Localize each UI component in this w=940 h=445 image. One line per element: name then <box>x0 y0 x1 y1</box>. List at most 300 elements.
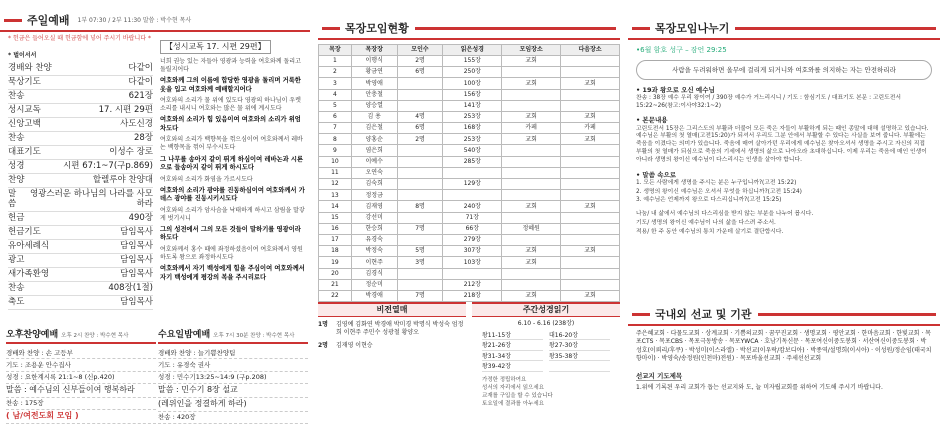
table-cell <box>502 179 561 190</box>
table-header-cell: 모임장소 <box>502 44 561 55</box>
groups-panel <box>318 0 620 445</box>
groups-table <box>318 44 620 302</box>
prayer-title: 선교지 기도제목 <box>636 372 683 381</box>
table-cell: 4명 <box>397 111 443 122</box>
order-item-leader: 영광스러운 하나님의 나라를 사모하라 <box>29 188 153 210</box>
order-row <box>8 146 153 160</box>
table-cell: 6명 <box>397 123 443 134</box>
wednesday-item: (레위인을 정결하게 하라) <box>158 398 308 412</box>
order-item-label: 유아세례식 <box>8 241 50 252</box>
table-cell: 정순미 <box>351 279 397 290</box>
table-cell: 정정금 <box>351 190 397 201</box>
order-item-leader: 사도신경 <box>120 118 153 129</box>
table-cell <box>443 167 502 178</box>
table-cell <box>502 279 561 290</box>
responsive-line: 여호와의 소리가 화염을 가르시도다 <box>160 175 253 183</box>
worship-subtitle: 1부 07:30 / 2부 11:30 말씀 : 박수현 목사 <box>77 17 192 25</box>
table-cell: 김경식 <box>351 268 397 279</box>
table-cell: 253장 <box>443 111 502 122</box>
table-cell: 6명 <box>397 67 443 78</box>
order-item-leader: 담임목사 <box>120 241 153 252</box>
table-row <box>319 268 620 279</box>
table-cell: 10 <box>319 156 352 167</box>
table-cell <box>561 167 620 178</box>
order-item-leader: 담임목사 <box>120 227 153 238</box>
table-cell <box>502 156 561 167</box>
table-cell <box>502 167 561 178</box>
table-cell: 교회 <box>502 134 561 145</box>
responsive-line: 여호와의 소리가 백향목을 꺾으심이여 여호와께서 레바논 백향목을 꺾어 부수시도다 <box>160 136 303 152</box>
table-cell: 2 <box>319 67 352 78</box>
table-row <box>319 134 620 145</box>
groups-header <box>318 22 620 40</box>
table-cell: 253장 <box>443 134 502 145</box>
vision-count: 1명 <box>318 321 328 328</box>
month-verse-label: •6월 함호 성구 – 잠언 29:25 <box>636 45 727 54</box>
table-cell: 20 <box>319 268 352 279</box>
vision-row <box>318 342 466 350</box>
sharing-title: 목장모임나누기 <box>655 22 730 35</box>
wednesday-item: 찬송 : 420장 <box>158 412 308 424</box>
order-item-leader: 490장 <box>128 213 153 224</box>
order-item-leader: 다같이 <box>128 62 153 73</box>
reading-note: 성서의 자리에서 읽으세요 <box>482 384 544 391</box>
order-item-leader: 이성수 장로 <box>109 146 153 157</box>
reading-day: 왕27-30장 <box>549 342 610 351</box>
table-cell <box>561 55 620 66</box>
table-row <box>319 111 620 122</box>
table-cell: 212장 <box>443 279 502 290</box>
table-cell: 168장 <box>443 123 502 134</box>
table-cell: 2명 <box>397 134 443 145</box>
table-cell <box>397 156 443 167</box>
table-cell <box>561 179 620 190</box>
afternoon-special: ( 남/여전도회 모임 ) <box>6 410 156 424</box>
table-cell: 15 <box>319 212 352 223</box>
table-cell <box>502 89 561 100</box>
order-item-leader: 담임목사 <box>120 297 153 308</box>
table-cell: 307장 <box>443 246 502 257</box>
table-cell: 박정숙 <box>351 246 397 257</box>
table-row <box>319 179 620 190</box>
afternoon-service <box>6 330 156 424</box>
table-cell: 3 <box>319 78 352 89</box>
reading-day: 왕35-38장 <box>549 353 610 362</box>
order-item-label: 묵상기도 <box>8 76 41 87</box>
table-cell: 박영애 <box>351 78 397 89</box>
table-cell: 교회 <box>502 201 561 212</box>
table-row <box>319 257 620 268</box>
table-cell: 한승희 <box>351 223 397 234</box>
vision-title: 비전열매 <box>318 302 466 317</box>
afternoon-item: 경배와 찬양 : 손 고등부 <box>6 347 156 359</box>
responsive-line: 여호와께서 자기 백성에게 힘을 주심이여 여호와께서 자기 백성에게 평강의 복을 주시리로다 <box>160 265 305 281</box>
table-cell <box>502 145 561 156</box>
order-row <box>8 62 153 76</box>
table-cell: 김은철 <box>351 123 397 134</box>
wednesday-title: 수요일밤예배 오후 7시 30분 찬양 : 박수현 목사 <box>158 330 308 344</box>
table-cell: 155장 <box>443 55 502 66</box>
apply-item: 기도/ 생명의 왕이신 예수님이 나의 삶을 다스려 주소서. <box>636 219 776 226</box>
table-cell: 7명 <box>397 290 443 301</box>
table-row <box>319 89 620 100</box>
table-row <box>319 55 620 66</box>
table-cell <box>397 279 443 290</box>
table-cell: 김숙희 <box>351 179 397 190</box>
order-row <box>8 132 153 146</box>
reading-day <box>549 363 610 372</box>
table-row <box>319 190 620 201</box>
table-cell: 141장 <box>443 100 502 111</box>
offering-notice: * 헌금은 들어오실 때 헌금함에 넣어 주시기 바랍니다 * <box>8 34 151 42</box>
order-item-label: 찬송 <box>8 132 25 143</box>
order-row <box>8 296 153 310</box>
responsive-line: 그의 성전에서 그의 모든 것들이 말하기를 영광이라 하도다 <box>160 225 301 242</box>
table-cell: 교회 <box>561 78 620 89</box>
apply-item: 적용/ 한 주 동안 예수님의 통치 가운데 살기로 결단합시다. <box>636 228 784 235</box>
bible-week-box <box>472 302 620 413</box>
order-row <box>8 282 153 296</box>
table-cell: 김재영 <box>351 201 397 212</box>
order-item-label: 신앙고백 <box>8 118 41 129</box>
table-cell: 285장 <box>443 156 502 167</box>
content-text: 고린도전서 15장은 그리스도의 부활과 더불어 모든 죽은 자들이 부활하게 되는 때인 종말에 대해 설명하고 있습니다. 예수님은 부활의 첫 열매(고전15:20)가 되셔서 우리도 그분 안에서 부활할 수 있다는 사실을 보여 줍니다. 부활에는 죽음을 이겼다는 의미가 있습니다. 죽음에 매여 살아가던 우리에게 예수님은 찾아오셔서 생명을 주시고 자신의 직접 부활의 첫 열매가 되심으로 죽음의 기세에서 생명의 삶으로 나아오라 초대하십니다. 이제 우리는 죽음에 매인 인생이 아니라 생명의 왕이신 예수님이 다스리시는 인생을 살아야 합니다. <box>636 125 929 163</box>
table-cell: 7명 <box>397 223 443 234</box>
wednesday-item: 성경 : 민수기13:25~14:9 (구p.208) <box>158 372 308 384</box>
vision-count: 2명 <box>318 341 328 349</box>
table-cell <box>397 179 443 190</box>
reading-day: 대16-20장 <box>549 332 610 341</box>
table-cell: 66장 <box>443 223 502 234</box>
table-cell: 8 <box>319 134 352 145</box>
order-item-label: 경배와 찬양 <box>8 62 52 73</box>
reading-note: 교재를 구입을 할 수 있습니다 <box>482 393 553 399</box>
table-row <box>319 167 620 178</box>
order-item-leader: 담임목사 <box>120 255 153 266</box>
table-cell <box>561 67 620 78</box>
month-verse-text: 사람을 두려워하면 올무에 걸리게 되거니와 여호와를 의지하는 자는 안전하리라 <box>636 60 932 80</box>
responsive-line: 여호와의 소리가 암사슴을 낙태하게 하시고 삼림을 말갛게 벗기시니 <box>160 206 305 222</box>
order-row <box>8 118 153 132</box>
order-item-label: 찬송 <box>8 90 25 101</box>
bible-week-title: 주간성경읽기 <box>472 302 620 317</box>
table-row <box>319 67 620 78</box>
table-row <box>319 156 620 167</box>
table-cell <box>561 223 620 234</box>
table-cell: 안충철 <box>351 89 397 100</box>
table-header-cell: 목장장 <box>351 44 397 55</box>
table-cell: 16 <box>319 223 352 234</box>
table-cell <box>397 167 443 178</box>
question-item: 2. 생명의 왕이신 예수님은 오셔서 무엇을 하십니까?(고전 15:24) <box>636 188 802 195</box>
worship-order <box>8 52 153 310</box>
table-row <box>319 201 620 212</box>
order-item-leader: 17. 시편 29편 <box>98 104 153 115</box>
table-cell: 카페 <box>502 123 561 134</box>
reading-day: 왕11-15장 <box>482 332 543 341</box>
table-row <box>319 223 620 234</box>
table-cell: 김 용 <box>351 111 397 122</box>
table-cell <box>397 89 443 100</box>
order-row <box>8 268 153 282</box>
table-cell <box>561 234 620 245</box>
responsive-line: 여호와께서 홍수 때에 좌정하셨음이여 여호와께서 영원하도록 왕으로 좌정하시도다 <box>160 245 303 261</box>
vision-names: 김영예 김화연 박경애 박미경 박명식 박성숙 엄정희 이현주 주민수 성광철 황양오 <box>336 321 464 337</box>
table-cell: 교회 <box>561 246 620 257</box>
table-cell <box>397 78 443 89</box>
table-cell: 양승열 <box>351 100 397 111</box>
table-cell <box>443 190 502 201</box>
reading-note: 가정한 정립하여요 <box>482 376 527 383</box>
order-item-label: 대표기도 <box>8 146 41 157</box>
table-cell: 교회 <box>502 257 561 268</box>
afternoon-item: 말씀 : 예수님의 신부들이여 행복하라 <box>6 384 156 398</box>
table-cell: 오연숙 <box>351 167 397 178</box>
table-cell: 18 <box>319 246 352 257</box>
table-cell <box>443 268 502 279</box>
wednesday-service <box>158 330 308 424</box>
table-cell: 11 <box>319 167 352 178</box>
table-cell: 22 <box>319 290 352 301</box>
reading-note: 토요일에 결과를 아누세요 <box>482 401 544 408</box>
table-row <box>319 212 620 223</box>
table-cell: 240장 <box>443 201 502 212</box>
order-row <box>8 90 153 104</box>
order-item-leader: 408장(1절) <box>108 283 153 294</box>
table-row <box>319 145 620 156</box>
table-cell: 156장 <box>443 89 502 100</box>
table-header-cell: 다음장소 <box>561 44 620 55</box>
table-cell <box>502 100 561 111</box>
order-item-label: 새가족환영 <box>8 269 50 280</box>
table-cell: 강선미 <box>351 212 397 223</box>
table-cell: 이현주 <box>351 257 397 268</box>
table-cell: 21 <box>319 279 352 290</box>
order-item-leader: 시편 67:1~7(구p.869) <box>63 160 153 171</box>
question-item: 1. 모든 사람에게 생명을 주시는 분은 누구입니까?(고전 15:22) <box>636 179 797 186</box>
table-cell: 3명 <box>397 257 443 268</box>
bible-week-range: 6.10 - 6.16 (238장) <box>517 320 575 327</box>
table-row <box>319 234 620 245</box>
missions-header <box>628 308 940 326</box>
table-row <box>319 246 620 257</box>
responsive-line: 너희 권능 있는 자들아 영광과 능력을 여호와께 돌리고 돌릴지어다 <box>160 58 301 74</box>
table-cell: 540장 <box>443 145 502 156</box>
table-cell: 4 <box>319 89 352 100</box>
order-item-label: 성경 <box>8 160 25 171</box>
table-cell <box>502 190 561 201</box>
table-cell: 8명 <box>397 201 443 212</box>
order-row <box>8 76 153 90</box>
prayer-text: 1.위에 기록된 우리 교회가 돕는 선교지와 도, 늘 미자립교회를 위하여 기도해 주시기 바랍니다. <box>636 384 883 392</box>
table-cell: 100장 <box>443 78 502 89</box>
responsive-title: 【성시교독 17. 시편 29편】 <box>160 40 271 54</box>
lesson-title: • 19과 왕으로 오신 예수님 <box>636 85 715 94</box>
table-cell <box>397 190 443 201</box>
table-cell <box>397 234 443 245</box>
order-item-label: 광고 <box>8 255 25 266</box>
questions-title: • 말씀 속으로 <box>636 170 677 179</box>
responsive-line: 여호와께 그의 이름에 합당한 영광을 돌리며 거룩한 옷을 입고 여호와께 예배할지어다 <box>160 77 301 93</box>
table-cell: 이행식 <box>351 55 397 66</box>
order-row <box>8 240 153 254</box>
table-cell: 12 <box>319 179 352 190</box>
order-item-leader: 담임목사 <box>120 269 153 280</box>
table-cell: 9 <box>319 145 352 156</box>
responsive-line: 여호와의 소리가 광야를 진동하심이여 여호와께서 가데스 광야를 진동시키시도다 <box>160 186 305 203</box>
table-cell <box>502 234 561 245</box>
order-item-leader: 621장 <box>128 90 153 101</box>
table-cell: 13 <box>319 190 352 201</box>
missions-list: 주은혜교회 · 다물도교회 · 상계교회 · 기쁨의교회 · 꿈꾸진교회 · 생명교회 · 평안교회 · 한마음교회 · 한빛교회 · 목포CTS · 목포CBS · 목포극동방송 · 목포YWCA · 호남기독신문 · 목포여신이중도봉회 · 서산여신이중도봉회 · 박성호(이뢰리/후쿠) · 박성미(이스라엘) · 박선교(이우락/캄보디아) · 박종역/설명희(이시아) · 이성원/정순임(태국치항마이) · 박영숙/송정원(인천마)전원) · 목포바울선교회 · 주세선선교회 <box>636 329 932 362</box>
sharing-header <box>628 22 940 40</box>
order-item-label: 성시교독 <box>8 104 41 115</box>
table-cell: 250장 <box>443 67 502 78</box>
table-cell: 카페 <box>561 123 620 134</box>
order-row <box>8 104 153 118</box>
table-cell <box>502 212 561 223</box>
apply-section <box>636 211 932 236</box>
responsive-line: 그 나무를 송아지 같이 뛰게 하심이여 레바논과 시룐으로 들송아지 같이 뛰게 하시도다 <box>160 155 304 172</box>
table-cell: 129장 <box>443 179 502 190</box>
table-cell: 103장 <box>443 257 502 268</box>
table-cell: 7 <box>319 123 352 134</box>
table-cell <box>561 145 620 156</box>
order-item-label: 찬양 <box>8 174 25 185</box>
order-item-leader: 28장 <box>133 132 153 143</box>
order-item-label: 축도 <box>8 297 25 308</box>
table-cell: 2명 <box>397 55 443 66</box>
table-cell: 14 <box>319 201 352 212</box>
afternoon-item: 찬송 : 175장 <box>6 398 156 410</box>
lesson-info: 찬송 : 38장 예수 우리 왕이여 / 390장 예수가 거느리시니 / 기도 : 함심기도 / 대표기도 본문 : 고린도전서 15:22~26(참고:이사야32:1~2) <box>636 94 901 109</box>
table-row <box>319 78 620 89</box>
table-cell: 교회 <box>502 78 561 89</box>
table-cell: 교회 <box>502 246 561 257</box>
table-cell: 19 <box>319 257 352 268</box>
question-item: 3. 예수님은 언제까지 왕으로 다스리십니까?(고전 15:25) <box>636 197 782 204</box>
table-row <box>319 279 620 290</box>
reading-day: 왕21-26장 <box>482 342 543 351</box>
table-cell <box>397 268 443 279</box>
table-cell <box>561 279 620 290</box>
questions-section <box>636 171 932 206</box>
table-cell: 교회 <box>561 111 620 122</box>
table-header-cell: 읽은성경 <box>443 44 502 55</box>
missions-box <box>628 308 940 395</box>
order-item-label: 헌금기도 <box>8 227 41 238</box>
afternoon-item: 성경 : 요한계시록 21:1~8 (신p.420) <box>6 372 156 384</box>
table-cell <box>561 190 620 201</box>
table-cell: 교회 <box>502 111 561 122</box>
order-row <box>8 226 153 240</box>
table-cell: 황금연 <box>351 67 397 78</box>
reading-day: 왕39-42장 <box>482 363 543 372</box>
table-cell: 유경숙 <box>351 234 397 245</box>
table-cell <box>561 268 620 279</box>
order-row <box>8 212 153 226</box>
table-cell <box>561 89 620 100</box>
responsive-reading <box>160 40 306 285</box>
order-item-label: 헌금 <box>8 213 25 224</box>
order-item-label: 말씀 <box>8 188 17 210</box>
order-item-leader: 할렐루야 찬양대 <box>92 174 153 185</box>
table-cell: 양홍순 <box>351 134 397 145</box>
groups-title: 목장모임현황 <box>345 22 409 35</box>
table-cell: 정혜원 <box>502 223 561 234</box>
table-cell: 6 <box>319 111 352 122</box>
content-title: • 본문내용 <box>636 116 668 125</box>
table-cell <box>561 257 620 268</box>
worship-title: 주일예배 <box>27 14 70 27</box>
sharing-panel <box>628 0 940 445</box>
table-cell: 이예수 <box>351 156 397 167</box>
table-cell: 교회 <box>561 290 620 301</box>
table-cell: 교회 <box>561 134 620 145</box>
table-cell: 박경애 <box>351 290 397 301</box>
vision-names: 김재영 이현승 <box>336 341 373 349</box>
order-row <box>8 174 153 188</box>
order-row <box>8 188 153 213</box>
table-cell: 교회 <box>502 290 561 301</box>
table-header-cell: 목장 <box>319 44 352 55</box>
vision-box <box>318 302 466 350</box>
table-cell <box>561 156 620 167</box>
order-item-label: 찬송 <box>8 283 25 294</box>
table-cell: 71장 <box>443 212 502 223</box>
reading-day: 왕31-34장 <box>482 353 543 362</box>
afternoon-title: 오후찬양예배 오후 2시 찬양 : 박수현 목사 <box>6 330 156 344</box>
content-section <box>636 116 932 164</box>
vision-row <box>318 321 466 338</box>
table-cell <box>561 100 620 111</box>
table-cell: 218장 <box>443 290 502 301</box>
table-cell: 17 <box>319 234 352 245</box>
order-row <box>8 254 153 268</box>
wednesday-item: 기도 : 유경숙 권사 <box>158 359 308 371</box>
table-cell: 5명 <box>397 246 443 257</box>
table-cell <box>397 145 443 156</box>
table-row <box>319 290 620 301</box>
afternoon-item: 기도 : 조용운 안수집사 <box>6 359 156 371</box>
table-cell: 염은희 <box>351 145 397 156</box>
missions-title: 국내외 선교 및 기관 <box>655 308 752 321</box>
table-cell: 교회 <box>561 201 620 212</box>
table-cell: 279장 <box>443 234 502 245</box>
apply-item: 나눔/ 내 삶에서 예수님의 다스리심을 받지 않는 부분을 나누어 봅시다. <box>636 211 814 218</box>
worship-panel <box>0 0 310 445</box>
wednesday-item: 말씀 : 민수기 8장 설교 <box>158 384 308 398</box>
responsive-line: 여호와의 소리가 물 위에 있도다 영광의 하나님이 우렛소리를 내시니 여호와는 많은 물 위에 계시도다 <box>160 97 301 113</box>
responsive-line: 여호와의 소리가 힘 있음이여 여호와의 소리가 위엄차도다 <box>160 116 301 132</box>
wednesday-item: 경배와 찬양 : 늘기쁨찬양팀 <box>158 347 308 359</box>
table-header-cell: 모인수 <box>397 44 443 55</box>
table-cell <box>561 212 620 223</box>
table-cell <box>502 67 561 78</box>
order-row <box>8 160 153 174</box>
order-item-leader: 다같이 <box>128 76 153 87</box>
worship-header <box>0 14 310 32</box>
table-cell: 교회 <box>502 55 561 66</box>
table-row <box>319 123 620 134</box>
table-cell: 5 <box>319 100 352 111</box>
table-cell <box>397 100 443 111</box>
table-cell <box>502 268 561 279</box>
table-cell <box>397 212 443 223</box>
order-label: * 벌이서서 <box>8 52 37 59</box>
table-row <box>319 100 620 111</box>
table-cell: 1 <box>319 55 352 66</box>
